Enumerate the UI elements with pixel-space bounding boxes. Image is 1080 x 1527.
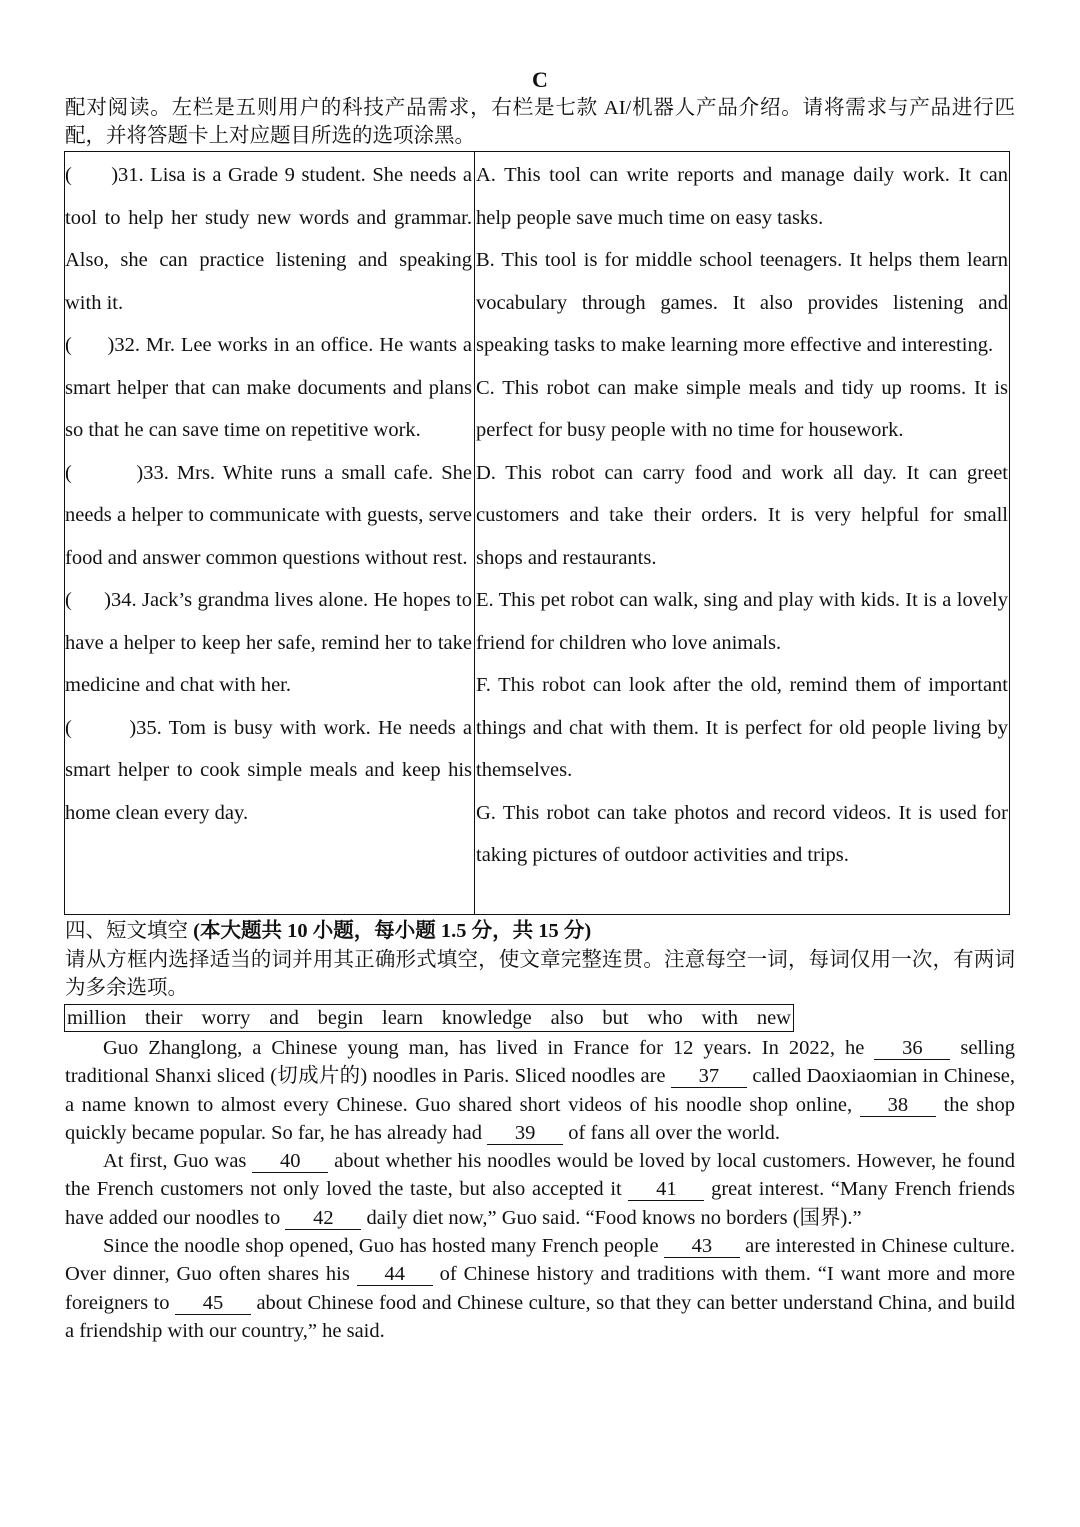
word-bank <box>64 1004 794 1032</box>
option-e: E. This pet robot can walk, sing and play with kids. It is a lovely friend for children who love animals. <box>476 589 1008 654</box>
question-text: )31. Lisa is a Grade 9 student. She needs a tool to help her study new words and grammar. Also, she can practice listening and speaking with it. <box>65 164 473 314</box>
blank-37[interactable]: 37 <box>671 1065 747 1088</box>
question-35 <box>65 707 472 835</box>
cloze-passage <box>65 1034 1015 1345</box>
word-bank-item: learn <box>382 1006 423 1029</box>
blank-42[interactable]: 42 <box>285 1207 361 1230</box>
answer-paren: ( <box>65 461 72 484</box>
question-33 <box>65 452 472 580</box>
question-31 <box>65 154 472 324</box>
passage-paragraph-2 <box>65 1147 1015 1232</box>
passage-text: are interested in Chinese culture. Over dinner, Guo often shares his <box>65 1235 1016 1286</box>
products-column <box>475 152 1009 914</box>
blank-40[interactable]: 40 <box>252 1150 328 1173</box>
word-bank-item: worry <box>201 1006 251 1029</box>
matching-instructions: 配对阅读。左栏是五则用户的科技产品需求，右栏是七款 AI/机器人产品介绍。请将需求与产品进行匹配，并将答题卡上对应题目所选的选项涂黑。 <box>65 97 1015 147</box>
section-letter: C <box>532 67 548 92</box>
passage-paragraph-1 <box>65 1034 1015 1147</box>
option-b: B. This tool is for middle school teenagers. It helps them learn vocabulary through games. It also provides listening and speaking tasks to make learning more effective and interesting. <box>476 249 1008 356</box>
option-d: D. This robot can carry food and work all day. It can greet customers and take their orders. It is very helpful for small shops and restaurants. <box>476 461 1008 569</box>
word-bank-item: their <box>145 1006 183 1029</box>
needs-column <box>65 152 475 914</box>
passage-text: At first, Guo was <box>103 1150 247 1173</box>
passage-text: of fans all over the world. <box>568 1121 781 1144</box>
blank-44[interactable]: 44 <box>357 1263 433 1286</box>
passage-text: the shop quickly became popular. So far, he has already had <box>65 1093 1016 1144</box>
answer-paren: ( <box>65 716 72 739</box>
passage-text: called Daoxiaomian in Chinese, a name known to almost every Chinese. Guo shared short videos of his noodle shop online, <box>65 1065 1016 1116</box>
word-bank-item: but <box>602 1006 629 1029</box>
question-text: )33. Mrs. White runs a small cafe. She needs a helper to communicate with guests, serve food and answer common questions without rest. <box>65 461 472 569</box>
option-g: G. This robot can take photos and record videos. It is used for taking pictures of outdoor activities and trips. <box>476 801 1008 866</box>
passage-text: great interest. “Many French friends have added our noodles to <box>65 1178 1016 1229</box>
question-34 <box>65 579 472 707</box>
passage-text: about whether his noodles would be loved by local customers. However, he found the French customers not only loved the taste, but also accepted it <box>65 1150 1015 1201</box>
cloze-instructions: 请从方框内选择适当的词并用其正确形式填空，使文章完整连贯。注意每空一词，每词仅用一次，有两词为多余选项。 <box>65 949 1015 999</box>
option-f: F. This robot can look after the old, remind them of important things and chat with them. It is perfect for old people living by themselves. <box>476 674 1008 781</box>
question-32 <box>65 324 472 452</box>
passage-text: Guo Zhanglong, a Chinese young man, has lived in France for 12 years. In 2022, he <box>103 1037 865 1059</box>
answer-paren: ( <box>65 589 72 611</box>
passage-text: about Chinese food and Chinese culture, so that they can better understand China, and build a friendship with our country,” he said. <box>65 1291 1015 1342</box>
question-text: )35. Tom is busy with work. He needs a smart helper to cook simple meals and keep his home clean every day. <box>65 716 472 824</box>
blank-39[interactable]: 39 <box>487 1122 563 1145</box>
matching-table <box>64 151 1010 915</box>
answer-paren: ( <box>65 164 72 186</box>
word-bank-item: million <box>67 1006 127 1029</box>
word-bank-item: with <box>701 1006 738 1029</box>
word-bank-item: new <box>756 1006 791 1029</box>
blank-43[interactable]: 43 <box>664 1235 740 1258</box>
passage-text: of Chinese history and traditions with them. “I want more and more foreigners to <box>65 1263 1016 1314</box>
word-bank-item: begin <box>317 1006 364 1029</box>
blank-38[interactable]: 38 <box>860 1094 936 1117</box>
passage-text: Since the noodle shop opened, Guo has hosted many French people <box>103 1235 659 1258</box>
passage-text: selling traditional Shanxi sliced (切成片的) noodles in Paris. Sliced noodles are <box>65 1037 1016 1088</box>
blank-41[interactable]: 41 <box>628 1178 704 1201</box>
question-text: )34. Jack’s grandma lives alone. He hopes to have a helper to keep her safe, remind her to take medicine and chat with her. <box>65 589 473 696</box>
word-bank-item: also <box>550 1006 584 1029</box>
word-bank-item: and <box>269 1006 299 1029</box>
option-c: C. This robot can make simple meals and tidy up rooms. It is perfect for busy people with no time for housework. <box>476 376 1008 441</box>
passage-paragraph-3 <box>65 1232 1015 1345</box>
option-a: A. This tool can write reports and manage daily work. It can help people save much time on easy tasks. <box>476 164 1008 229</box>
passage-text: daily diet now,” Guo said. “Food knows no borders (国界).” <box>366 1206 862 1229</box>
section-4-heading <box>65 917 591 945</box>
question-text: )32. Mr. Lee works in an office. He wants a smart helper that can make documents and plans so that he can save time on repetitive work. <box>65 334 472 441</box>
section-4-score-info: (本大题共 10 小题，每小题 1.5 分，共 15 分) <box>193 920 592 942</box>
blank-36[interactable]: 36 <box>874 1037 950 1060</box>
blank-45[interactable]: 45 <box>175 1292 251 1315</box>
section-4-title: 四、短文填空 <box>65 920 194 942</box>
word-bank-item: who <box>647 1006 683 1029</box>
answer-paren: ( <box>65 334 72 356</box>
word-bank-item: knowledge <box>441 1006 532 1029</box>
